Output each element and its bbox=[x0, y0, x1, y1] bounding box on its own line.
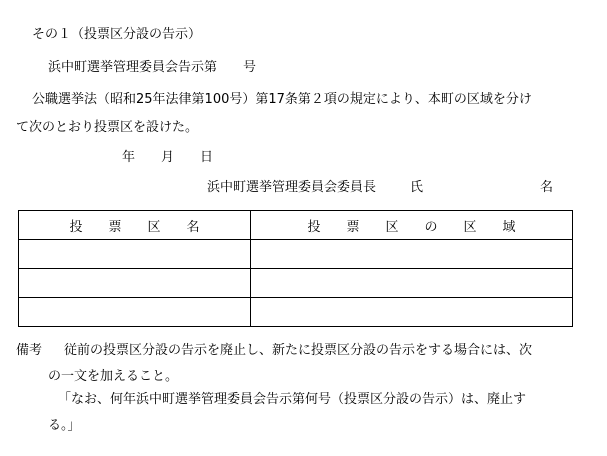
table-cell-name bbox=[19, 298, 251, 327]
signer-name-label: 名 bbox=[540, 180, 554, 195]
header-district-name-label: 投 票 区 名 bbox=[69, 219, 200, 235]
table-row bbox=[19, 240, 573, 269]
remarks-label: 備考 bbox=[16, 343, 43, 358]
signer-title: 浜中町選挙管理委員会委員長 bbox=[207, 180, 377, 195]
remarks-line-3: 「なお、何年浜中町選挙管理委員会告示第何号（投票区分設の告示）は、廃止す bbox=[58, 392, 527, 407]
table-row bbox=[19, 269, 573, 298]
header-district-area bbox=[251, 211, 573, 240]
table-cell-name bbox=[19, 269, 251, 298]
table-row bbox=[19, 298, 573, 327]
table-cell-area bbox=[251, 269, 573, 298]
body-line-2: て次のとおり投票区を設けた。 bbox=[16, 120, 199, 135]
remarks-line-1: 従前の投票区分設の告示を廃止し、新たに投票区分設の告示をする場合には、次 bbox=[64, 343, 533, 358]
table-cell-name bbox=[19, 240, 251, 269]
remarks-line-4: る。」 bbox=[48, 418, 81, 433]
polling-district-table bbox=[18, 210, 573, 327]
body-line-1: 公職選挙法（昭和25年法律第100号）第17条第２項の規定により、本町の区域を分け bbox=[32, 92, 532, 107]
table-header-row bbox=[19, 211, 573, 240]
remarks-line-2: の一文を加えること。 bbox=[48, 369, 179, 384]
header-district-area-label: 投 票 区 の 区 域 bbox=[307, 219, 516, 235]
table-cell-area bbox=[251, 298, 573, 327]
table-cell-area bbox=[251, 240, 573, 269]
signer-surname-label: 氏 bbox=[410, 180, 424, 195]
header-district-name bbox=[19, 211, 251, 240]
section-title: その１（投票区分設の告示） bbox=[32, 27, 202, 42]
notice-number: 浜中町選挙管理委員会告示第 号 bbox=[48, 60, 257, 75]
date-line: 年 月 日 bbox=[122, 150, 214, 165]
